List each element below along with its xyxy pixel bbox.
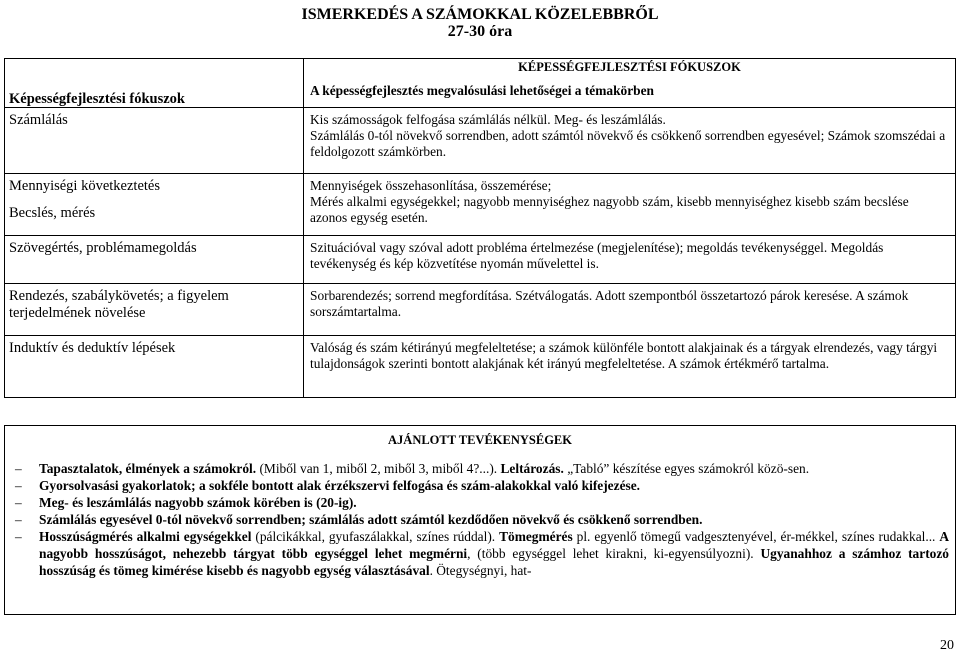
focus-text: Szituációval vagy szóval adott probléma értelmezése (megjelenítése); megoldás tevékenységgel. Megoldás tevékenység és kép közvetítése nyomán művelettel is. <box>310 240 884 271</box>
activity-item <box>11 528 949 579</box>
table-row <box>5 236 956 284</box>
focus-skill: Becslés, mérés <box>9 205 96 221</box>
activity-text <box>39 460 949 477</box>
focus-skill: Szövegértés, problémamegoldás <box>9 240 197 256</box>
focus-text: Valóság és szám kétirányú megfeleltetése; a számok különféle bontott alakjainak és a tárgyak elrendezés, vagy tárgyi tulajdonságok szerinti bontott alakjának két irányú megfeleltetése. A számok értékmérő tartalma. <box>310 340 938 371</box>
activity-bold-text: Leltározás. <box>500 460 564 476</box>
activity-plain-text: (pálcikákkal, gyufaszálakkal, színes rúddal). <box>251 528 500 544</box>
activity-bold-text: Gyorsolvasási gyakorlatok; a sokféle bontott alak érzékszervi felfogása és szám-alakokkal való kifejezése. <box>39 477 641 493</box>
activity-item <box>11 477 949 494</box>
activity-plain-text: . Ötegységnyi, hat- <box>429 562 532 578</box>
focus-left-header: Képességfejlesztési fókuszok <box>5 59 304 108</box>
activity-item <box>11 511 949 528</box>
focus-text: Mérés alkalmi egységekkel; nagyobb mennyiséghez nagyobb szám, kisebb mennyiséghez kisebb szám becslése azonos egység esetén. <box>310 194 909 225</box>
activities-table <box>4 425 956 615</box>
page-subtitle: 27-30 óra <box>447 23 513 40</box>
activity-item <box>11 494 949 511</box>
focus-skill: Induktív és deduktív lépések <box>9 340 176 356</box>
activity-item <box>11 460 949 477</box>
activity-bold-text: Tapasztalatok, élmények a számokról. <box>39 460 257 476</box>
focus-right-header: A képességfejlesztés megvalósulási lehetőségei a témakörben <box>304 83 956 108</box>
activity-text <box>39 528 949 579</box>
activity-bold-text: Ugyanahhoz a számhoz tartozó hosszúság és tömeg kimérése kisebb és nagyobb egység választásával <box>39 545 949 578</box>
focus-text: Számlálás 0-tól növekvő sorrendben, adott számtól növekvő és csökkenő sorrendben egyesével; Számok szomszédai a feldolgozott számkörben. <box>310 128 946 159</box>
focus-caption: KÉPESSÉGFEJLESZTÉSI FÓKUSZOK <box>304 59 956 84</box>
activity-plain-text: „Tabló” készítése egyes számokról közö-sen. <box>563 460 810 476</box>
activity-text <box>39 511 949 528</box>
focus-skill: Rendezés, szabálykövetés; a figyelem terjedelmének növelése <box>9 288 229 321</box>
activity-text <box>39 494 949 511</box>
focus-skill: Mennyiségi következtetés <box>9 178 160 194</box>
focus-text: Mennyiségek összehasonlítása, összemérése; <box>310 178 552 193</box>
activity-plain-text: , (több egységgel lehet kirakni, ki-egyensúlyozni). <box>467 545 761 561</box>
page-title: ISMERKEDÉS A SZÁMOKKAL KÖZELEBBRŐL <box>301 6 659 23</box>
activity-bold-text: A nagyobb hosszúságot, nehezebb tárgyat több egységgel lehet megmérni <box>39 528 950 561</box>
activity-plain-text: pl. egyenlő tömegű vadgesztenyével, ér-mékkel, színes rudakkal... <box>572 528 940 544</box>
page-number: 20 <box>940 638 954 653</box>
table-row <box>5 108 956 174</box>
activity-bold-text: Számlálás egyesével 0-tól növekvő sorrendben; számlálás adott számtól kezdődően növekvő és csökkenő sorrendben. <box>39 511 703 527</box>
activity-text <box>39 477 949 494</box>
activity-plain-text: (Miből van 1, miből 2, miből 3, miből 4?...). <box>256 460 501 476</box>
focus-text: Sorbarendezés; sorrend megfordítása. Szétválogatás. Adott szempontból összetartozó párok keresése. A számok sorszámtartalma. <box>310 288 909 319</box>
dash-bullet: – <box>15 528 22 544</box>
dash-bullet: – <box>15 494 22 510</box>
focus-text: Kis számosságok felfogása számlálás nélkül. Meg- és leszámlálás. <box>310 112 666 127</box>
dash-bullet: – <box>15 477 22 493</box>
activity-bold-text: Hosszúságmérés alkalmi egységekkel <box>39 528 252 544</box>
activities-caption: AJÁNLOTT TEVÉKENYSÉGEK <box>5 426 956 460</box>
table-row <box>5 284 956 336</box>
dash-bullet: – <box>15 460 22 476</box>
activity-bold-text: Meg- és leszámlálás nagyobb számok körében is (20-ig). <box>39 494 357 510</box>
focus-table <box>4 58 956 398</box>
dash-bullet: – <box>15 511 22 527</box>
table-row <box>5 336 956 398</box>
activity-bold-text: Tömegmérés <box>499 528 573 544</box>
activities-list <box>5 460 956 615</box>
table-row <box>5 174 956 236</box>
focus-skill: Számlálás <box>9 112 68 128</box>
